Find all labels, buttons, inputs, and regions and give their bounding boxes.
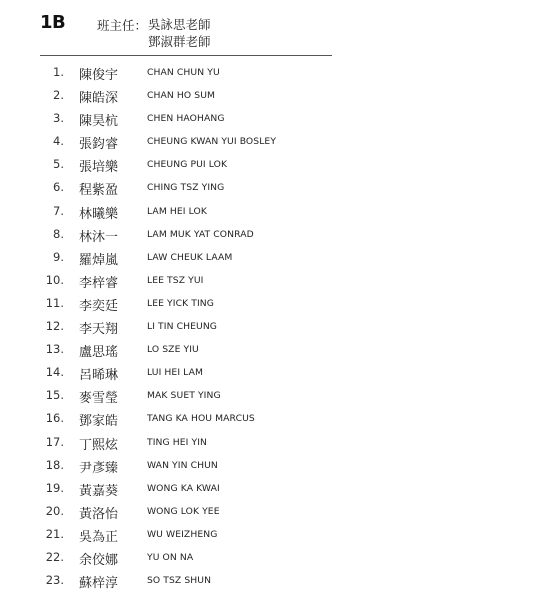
student-number: 9. [53,249,64,264]
student-number: 13. [45,342,64,357]
student-number: 17. [45,434,64,449]
student-chinese-name: 盧思瑤 [79,345,119,361]
student-english-name: CHAN HO SUM [147,90,216,102]
student-english-name: CHAN CHUN YU [147,67,220,78]
student-english-name: WONG KA KWAI [147,482,220,494]
student-row [0,200,554,223]
student-row [0,223,554,246]
student-number: 18. [45,457,64,472]
student-number: 15. [45,388,64,403]
student-chinese-name: 丁熙炫 [79,437,119,453]
student-english-name: LAM MUK YAT CONRAD [147,228,254,240]
class-teacher-list [148,16,211,50]
student-row [0,431,554,454]
student-chinese-name: 程紫盈 [79,183,119,199]
student-number: 19. [45,480,64,495]
student-row [0,384,554,407]
class-code-heading: 1B [40,12,66,33]
student-english-name: LUI HEI LAM [147,367,204,379]
student-chinese-name: 張鈞睿 [79,137,119,153]
student-english-name: WAN YIN CHUN [147,459,218,471]
student-row [0,176,554,199]
student-number: 23. [45,573,64,588]
student-chinese-name: 麥雪瑩 [79,391,119,407]
student-row [0,107,554,130]
student-chinese-name: 李天翔 [79,322,119,338]
student-english-name: LEE TSZ YUI [147,274,204,286]
student-row [0,477,554,500]
student-chinese-name: 張培樂 [79,160,119,176]
student-chinese-name: 余佼娜 [79,552,119,568]
student-english-name: CHEUNG KWAN YUI BOSLEY [147,136,277,148]
student-english-name: TANG KA HOU MARCUS [147,413,255,425]
student-number: 10. [45,272,64,287]
class-teacher-label: 班主任： [97,18,148,33]
student-chinese-name: 陳昊杭 [79,114,119,130]
student-number: 21. [45,526,64,541]
student-row [0,269,554,292]
student-number: 20. [45,503,64,518]
student-english-name: CHEUNG PUI LOK [147,159,228,171]
student-english-name: LO SZE YIU [147,344,199,356]
student-row [0,292,554,315]
student-english-name: YU ON NA [147,551,194,563]
student-chinese-name: 李奕廷 [79,298,119,314]
student-number: 7. [53,203,64,218]
student-row [0,84,554,107]
student-number: 14. [45,365,64,380]
student-row [0,569,554,592]
student-number: 3. [53,111,64,126]
student-english-name: WONG LOK YEE [147,505,220,517]
student-chinese-name: 陳皓深 [79,91,119,107]
student-english-name: TING HEI YIN [147,436,207,448]
student-row [0,500,554,523]
student-chinese-name: 黃嘉葵 [79,483,119,499]
student-row [0,361,554,384]
student-chinese-name: 吳為正 [79,529,119,545]
student-row [0,315,554,338]
student-number: 5. [53,157,64,172]
student-english-name: LAW CHEUK LAAM [147,251,233,263]
student-row [0,523,554,546]
student-row [0,246,554,269]
student-number: 4. [53,134,64,149]
student-english-name: LEE YICK TING [147,297,214,309]
student-number: 1. [53,65,64,79]
student-number: 22. [45,549,64,564]
student-chinese-name: 尹彥臻 [79,460,119,476]
student-number: 12. [45,319,64,334]
student-roster [0,61,554,592]
student-chinese-name: 黃洛怡 [79,506,119,522]
student-english-name: MAK SUET YING [147,390,221,402]
student-number: 16. [45,411,64,426]
class-teacher-name: 吳詠思老師 [148,17,211,32]
student-number: 6. [53,180,64,195]
student-english-name: WU WEIZHENG [147,528,218,540]
student-row [0,130,554,153]
student-number: 11. [45,295,64,310]
student-english-name: CHEN HAOHANG [147,113,225,125]
class-teacher-name: 鄧淑群老師 [148,34,211,49]
student-chinese-name: 鄧家皓 [79,414,119,430]
student-chinese-name: 呂晞琳 [79,368,119,384]
student-row [0,407,554,430]
student-row [0,153,554,176]
student-english-name: LAM HEI LOK [147,205,207,217]
student-row [0,338,554,361]
student-english-name: CHING TSZ YING [147,182,225,194]
student-chinese-name: 羅焯嵐 [79,252,119,268]
student-english-name: SO TSZ SHUN [147,575,212,587]
student-chinese-name: 林曦樂 [79,206,119,222]
student-chinese-name: 陳俊宇 [79,68,119,83]
header-divider [40,55,332,56]
student-row [0,454,554,477]
student-row [0,61,554,84]
student-number: 2. [53,88,64,103]
student-number: 8. [53,226,64,241]
student-row [0,546,554,569]
student-english-name: LI TIN CHEUNG [147,321,218,333]
student-chinese-name: 蘇梓淳 [79,576,119,592]
student-chinese-name: 李梓睿 [79,275,119,291]
student-chinese-name: 林沐一 [79,229,119,245]
